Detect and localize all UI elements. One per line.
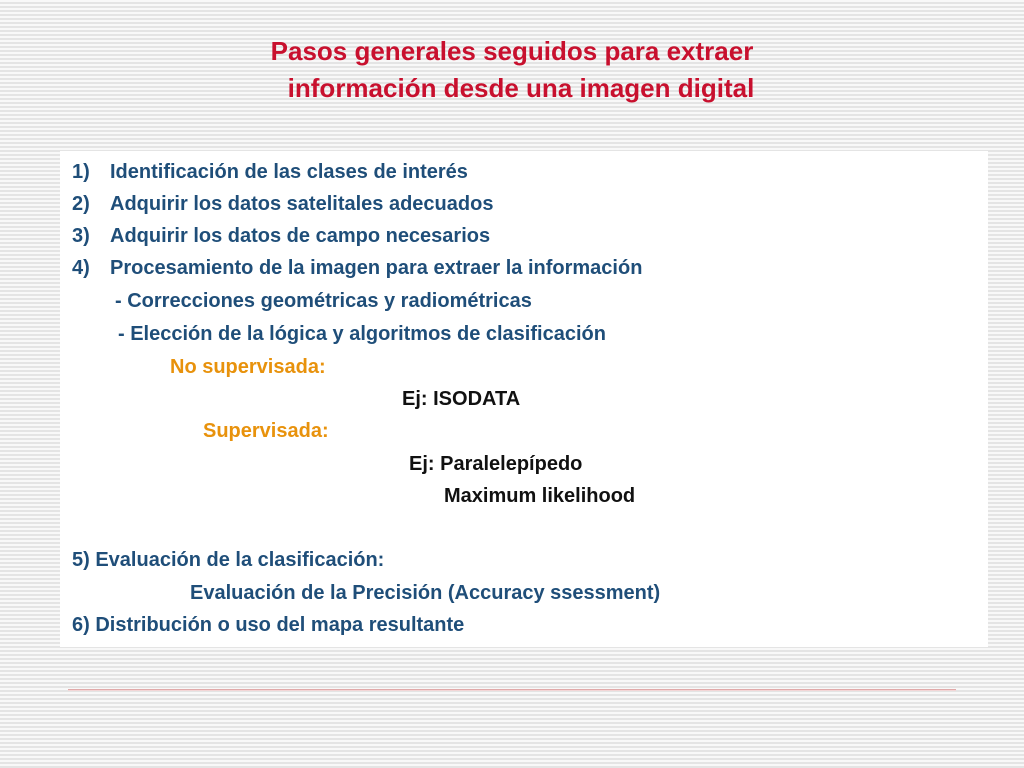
step-1 [72,160,468,184]
supervised-example: Ej: Paralelepípedo [409,453,583,475]
content-panel [60,151,988,647]
step-2-number: 2) [72,193,90,215]
step-1-number: 1) [72,161,90,183]
step-3-number: 3) [72,225,90,247]
step-2-text: Adquirir los datos satelitales adecuados [110,193,494,215]
unsupervised-label: No supervisada: [170,356,326,378]
step-5: 5) Evaluación de la clasificación: [72,549,385,571]
sub-step-corrections: - Correcciones geométricas y radiométricas [115,290,532,312]
title-line-1: Pasos generales seguidos para extraer [270,36,754,66]
step-5-detail: Evaluación de la Precisión (Accuracy ssessment) [190,582,661,604]
sub-step-logic: - Elección de la lógica y algoritmos de clasificación [118,323,606,345]
unsupervised-example: Ej: ISODATA [402,388,521,410]
step-2 [72,192,493,216]
step-3-text: Adquirir los datos de campo necesarios [110,225,491,247]
step-1-text: Identificación de las clases de interés [110,161,468,183]
step-4-number: 4) [72,257,90,279]
step-3 [72,224,490,248]
supervised-example-2: Maximum likelihood [444,485,636,507]
footer-divider [68,689,956,691]
step-4-text: Procesamiento de la imagen para extraer la información [110,257,643,279]
step-4 [72,256,642,280]
supervised-label: Supervisada: [203,420,329,442]
slide-title [0,33,1024,107]
step-6: 6) Distribución o uso del mapa resultante [72,614,465,636]
title-line-2: información desde una imagen digital [287,73,755,103]
